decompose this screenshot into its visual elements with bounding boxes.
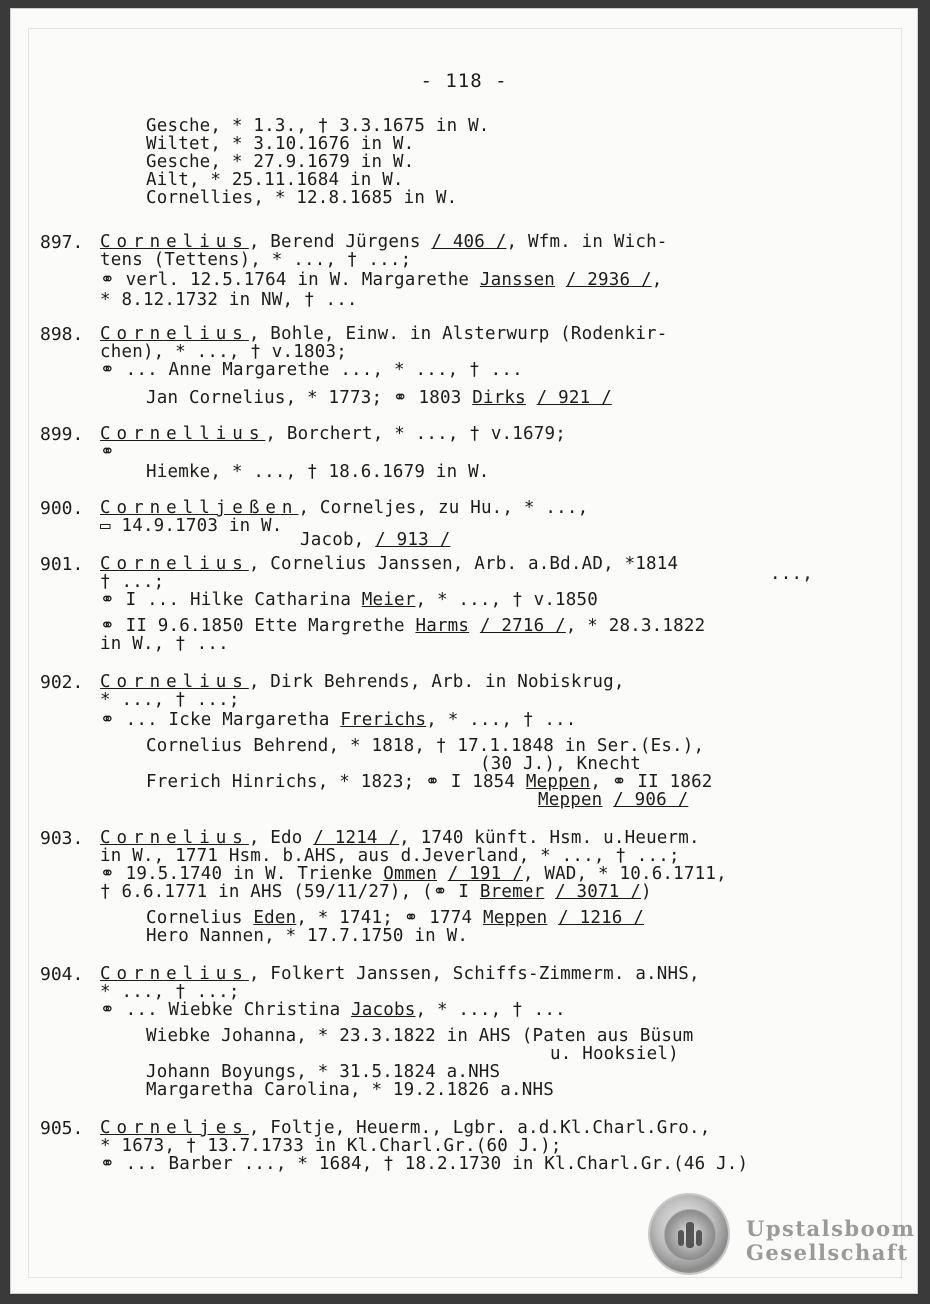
entry-number: 897. xyxy=(40,232,84,253)
spouse-surname: Meppen xyxy=(482,908,548,928)
logo-text-line-1: Upstalsboom xyxy=(746,1216,916,1241)
entry-surname: Cornelius xyxy=(100,964,249,984)
entry-903-line-1: Cornelius, Edo / 1214 /, 1740 künft. Hsm. u.Heuerm. xyxy=(100,828,700,848)
entry-surname: Corneljes xyxy=(100,1118,249,1138)
entry-905-line-2: * 1673, † 13.7.1733 in Kl.Charl.Gr.(60 J.); xyxy=(100,1136,562,1156)
spouse-surname: Bremer xyxy=(479,882,545,902)
entry-899-child-1: Hiemke, * ..., † 18.6.1679 in W. xyxy=(146,462,490,482)
entry-901-line-4: ⚭ II 9.6.1850 Ette Margrethe Harms / 2716 /, * 28.3.1822 xyxy=(100,616,706,636)
entry-901-line-2: † ...; xyxy=(100,572,165,592)
cross-reference: / 191 / xyxy=(447,864,523,884)
entry-899-line-1: Cornellius, Borchert, * ..., † v.1679; xyxy=(100,424,566,444)
entry-902-child-2: Frerich Hinrichs, * 1823; ⚭ I 1854 Meppen, ⚭ II 1862 xyxy=(146,772,713,792)
cross-reference: / 1214 / xyxy=(313,828,400,848)
entry-904-line-2: * ..., † ...; xyxy=(100,982,240,1002)
entry-surname: Cornelljeßen xyxy=(100,498,299,518)
cross-reference: / 921 / xyxy=(536,388,612,408)
cross-reference: / 3071 / xyxy=(555,882,641,902)
entry-904-line-1: Cornelius, Folkert Janssen, Schiffs-Zimmerm. a.NHS, xyxy=(100,964,700,984)
intro-line: Ailt, * 25.11.1684 in W. xyxy=(146,170,404,190)
spouse-surname: Harms xyxy=(415,616,470,636)
entry-surname: Cornelius xyxy=(100,828,249,848)
entry-904-child-2: Johann Boyungs, * 31.5.1824 a.NHS xyxy=(146,1062,501,1082)
entry-number: 905. xyxy=(40,1118,84,1139)
spouse-surname: Frerichs xyxy=(340,710,427,730)
entry-897-line-1: Cornelius, Berend Jürgens / 406 /, Wfm. in Wich- xyxy=(100,232,668,252)
entry-number: 902. xyxy=(40,672,84,693)
entry-903-line-2: in W., 1771 Hsm. b.AHS, aus d.Jeverland, * ..., † ...; xyxy=(100,846,680,866)
entry-number: 900. xyxy=(40,498,84,519)
entry-898-child-1: Jan Cornelius, * 1773; ⚭ 1803 Dirks / 921 / xyxy=(146,388,612,408)
entry-897-line-4: * 8.12.1732 in NW, † ... xyxy=(100,290,358,310)
document-page xyxy=(10,8,918,1294)
entry-903-line-4: † 6.6.1771 in AHS (59/11/27), (⚭ I Bremer / 3071 /) xyxy=(100,882,652,902)
intro-line: Gesche, * 1.3., † 3.3.1675 in W. xyxy=(146,116,490,136)
entry-surname: Cornellius xyxy=(100,424,266,444)
entry-897-line-3: ⚭ verl. 12.5.1764 in W. Margarethe Janssen / 2936 /, xyxy=(100,270,663,290)
entry-number: 903. xyxy=(40,828,84,849)
entry-898-line-3: ⚭ ... Anne Margarethe ..., * ..., † ... xyxy=(100,360,523,380)
entry-902-line-2: * ..., † ...; xyxy=(100,690,240,710)
entry-901-line-1-tail: ..., xyxy=(770,564,813,584)
entry-900-line-1: Cornelljeßen, Corneljes, zu Hu., * ..., xyxy=(100,498,589,518)
entry-904-child-1: Wiebke Johanna, * 23.3.1822 in AHS (Paten aus Büsum xyxy=(146,1026,694,1046)
entry-900-line-2: ▭ 14.9.1703 in W. xyxy=(100,516,283,536)
cross-reference: / 1216 / xyxy=(558,908,645,928)
entry-899-line-2: ⚭ xyxy=(100,442,115,462)
entry-surname: Cornelius xyxy=(100,324,249,344)
entry-surname: Cornelius xyxy=(100,672,249,692)
spouse-surname: Meppen xyxy=(525,772,591,792)
logo-text-line-2: Gesellschaft xyxy=(746,1240,909,1265)
entry-905-line-1: Corneljes, Foltje, Heuerm., Lgbr. a.d.Kl.Charl.Gro., xyxy=(100,1118,711,1138)
entry-902-child-1-cont: (30 J.), Knecht xyxy=(480,754,642,774)
cross-reference: / 2936 / xyxy=(565,270,652,290)
page-number: - 118 - xyxy=(420,70,508,92)
spouse-surname: Meier xyxy=(361,590,416,610)
spouse-surname: Janssen xyxy=(479,270,556,290)
entry-901-line-1: Cornelius, Cornelius Janssen, Arb. a.Bd.AD, *1814 xyxy=(100,554,679,574)
entry-898-line-1: Cornelius, Bohle, Einw. in Alsterwurp (Rodenkir- xyxy=(100,324,668,344)
entry-number: 898. xyxy=(40,324,84,345)
entry-902-line-1: Cornelius, Dirk Behrends, Arb. in Nobiskrug, xyxy=(100,672,625,692)
entry-surname: Cornelius xyxy=(100,232,249,252)
entry-900-child-1: Jacob, / 913 / xyxy=(300,530,451,550)
cross-reference: / 406 / xyxy=(431,232,507,252)
entry-901-line-5: in W., † ... xyxy=(100,634,229,654)
cross-reference: / 906 / xyxy=(613,790,689,810)
entry-902-child-1: Cornelius Behrend, * 1818, † 17.1.1848 in Ser.(Es.), xyxy=(146,736,705,756)
entry-904-child-3: Margaretha Carolina, * 19.2.1826 a.NHS xyxy=(146,1080,554,1100)
entry-903-child-2: Hero Nannen, * 17.7.1750 in W. xyxy=(146,926,469,946)
entry-number: 904. xyxy=(40,964,84,985)
intro-line: Gesche, * 27.9.1679 in W. xyxy=(146,152,415,172)
spouse-surname: Jacobs xyxy=(351,1000,416,1020)
entry-904-line-3: ⚭ ... Wiebke Christina Jacobs, * ..., † ... xyxy=(100,1000,566,1020)
intro-line: Cornellies, * 12.8.1685 in W. xyxy=(146,188,458,208)
intro-line: Wiltet, * 3.10.1676 in W. xyxy=(146,134,415,154)
entry-902-line-3: ⚭ ... Icke Margaretha Frerichs, * ..., † ... xyxy=(100,710,577,730)
society-seal-icon xyxy=(650,1195,728,1273)
entry-number: 901. xyxy=(40,554,84,575)
spouse-surname: Ommen xyxy=(383,864,437,884)
spouse-surname: Meppen xyxy=(538,790,603,810)
spouse-surname: Dirks xyxy=(472,388,526,408)
entry-901-line-3: ⚭ I ... Hilke Catharina Meier, * ..., † v.1850 xyxy=(100,590,598,610)
entry-903-child-1: Cornelius Eden, * 1741; ⚭ 1774 Meppen / 1216 / xyxy=(146,908,645,928)
cross-reference: / 913 / xyxy=(375,530,451,550)
entry-903-line-3: ⚭ 19.5.1740 in W. Trienke Ommen / 191 /, WAD, * 10.6.1711, xyxy=(100,864,727,884)
entry-905-line-3: ⚭ ... Barber ..., * 1684, † 18.2.1730 in Kl.Charl.Gr.(46 J.) xyxy=(100,1154,749,1174)
entry-904-child-1-cont: u. Hooksiel) xyxy=(550,1044,679,1064)
cross-reference: / 2716 / xyxy=(479,616,566,636)
entry-902-child-2-cont xyxy=(538,790,688,810)
entry-surname: Cornelius xyxy=(100,554,249,574)
entry-898-line-2: chen), * ..., † v.1803; xyxy=(100,342,347,362)
spouse-surname: Eden xyxy=(253,908,297,928)
entry-number: 899. xyxy=(40,424,84,445)
entry-897-line-2: tens (Tettens), * ..., † ...; xyxy=(100,250,412,270)
